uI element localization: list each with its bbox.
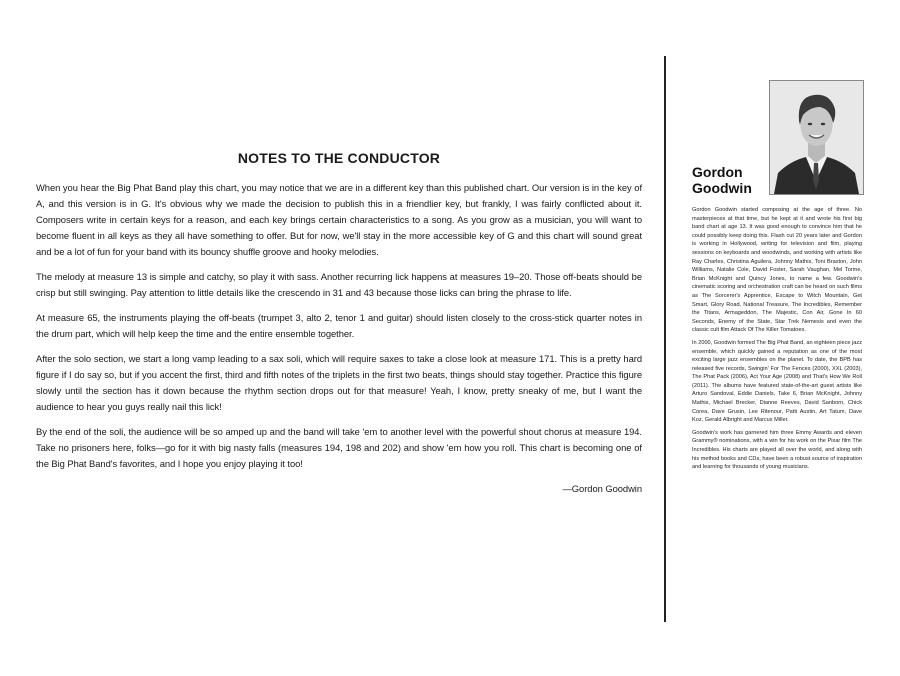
- notes-paragraph: After the solo section, we start a long vamp leading to a sax soli, which will require saxes to take a close look at measure 171. This is a pretty hard figure if I do say so, but if you accent the first, third and fifth notes of the triplets in the first two beats, things should stay together. Practice this figure slowly until the section has it down because the rhythm section drops out for that measure! Yeah, I know, pretty sneaky of me, but I want the audience to hear you guys really nail this lick!: [36, 353, 642, 412]
- notes-paragraph: By the end of the soli, the audience will be so amped up and the band will take 'em to another level with the powerful shout chorus at measure 194. Take no prisoners here, folks—go for it with big nasty falls (measures 194, 198 and 202) and show 'em how you roll. This chart is becoming one of the Big Phat Band's favorites, and I hope you enjoy playing it too!: [36, 426, 642, 469]
- bio-paragraph: Gordon Goodwin started composing at the age of three. No masterpieces at that time, but he kept at it and wrote his first big band chart at age 13. It was good enough to convince him that he could possibly keep doing this. Flash cut 20 years later and Gordon is working in Hollywood, writing for television and film, playing sessions on keyboards and woodwinds, and working with artists like Ray Charles, Christina Aguilera, Johnny Mathis, Toni Braxton, John Williams, Natalie Cole, David Foster, Sarah Vaughan, Mel Torme, Brian McKnight and Quincy Jones, to name a few. Goodwin's cinematic scoring and orchestration craft can be heard on such films as The Sorcerer's Apprentice, Escape to Witch Mountain, Get Smart, Glory Road, National Treasure, The Incredibles, Remember the Titans, Armageddon, The Majestic, Con Air, Gone In 60 Seconds, Enemy of the State, Star Trek Nemesis and even the classic cult film Attack Of The Killer Tomatoes.: [692, 207, 862, 334]
- bio-name-last: Goodwin: [692, 180, 752, 196]
- notes-paragraph: At measure 65, the instruments playing the off-beats (trumpet 3, alto 2, tenor 1 and guitar) should listen closely to the cross-stick quarter notes in the drum part, which will help keep the time and the entire ensemble together.: [36, 312, 642, 339]
- bio-name-first: Gordon: [692, 164, 743, 180]
- portrait-illustration: [770, 81, 863, 194]
- notes-paragraph: The melody at measure 13 is simple and catchy, so play it with sass. Another recurring lick happens at measures 19–20. Those off-beats should be crisp but still swinging. Pay attention to little details like the crescendo in 31 and 43 because those licks can bring the phrase to life.: [36, 271, 642, 298]
- conductor-notes: [36, 150, 642, 506]
- bio-sidebar: [692, 80, 862, 476]
- bio-paragraph: In 2000, Goodwin formed The Big Phat Band, an eighteen piece jazz ensemble, which quickly gained a reputation as one of the most exciting large jazz ensembles on the planet. To date, the BPB has released five records, Swingin' For The Fences (2000), XXL (2003), The Phat Pack (2006), Act Your Age (2008) and That's How We Roll (2011). The albums have featured state-of-the-art guest artists like Arturo Sandoval, Eddie Daniels, Take 6, Brian McKnight, Johnny Mathis, Michael Brecker, Dianne Reeves, David Sanborn, Chick Corea, Dave Grusin, Lee Ritenour, Patti Austin, Art Tatum, Dave Koz, Gerald Albright and Marcus Miller.: [692, 339, 862, 424]
- bio-header: [692, 80, 862, 206]
- notes-title: NOTES TO THE CONDUCTOR: [237, 150, 441, 166]
- signature: —Gordon Goodwin: [562, 483, 642, 494]
- bio-paragraph: Goodwin's work has garnered him three Emmy Awards and eleven Grammy® nominations, with a win for his work on the Pixar film The Incredibles. His charts are played all over the world, and along with his method books and CDs, have been a robust source of inspiration and learning for thousands of young musicians.: [692, 429, 862, 471]
- notes-paragraph: When you hear the Big Phat Band play this chart, you may notice that we are in a different key than this published chart. Our version is in the key of A, and this version is in G. It's obvious why we made the decision to publish this in a friendlier key, but frankly, I was fairly conflicted about it. Composers write in certain keys for a reason, and each key brings certain characteristics to a song. As you grow as a musician, you will want to become fluent in all keys as they all have something to offer. But for now, we'll stay in the more accessible key of G and this chart will sound great and be a lot of fun for your band with its bouncy shuffle groove and hooky melodies.: [36, 182, 642, 257]
- portrait-photo: [769, 80, 864, 195]
- column-divider: [664, 56, 666, 622]
- bio-text: [692, 206, 862, 472]
- bio-name: [692, 164, 752, 196]
